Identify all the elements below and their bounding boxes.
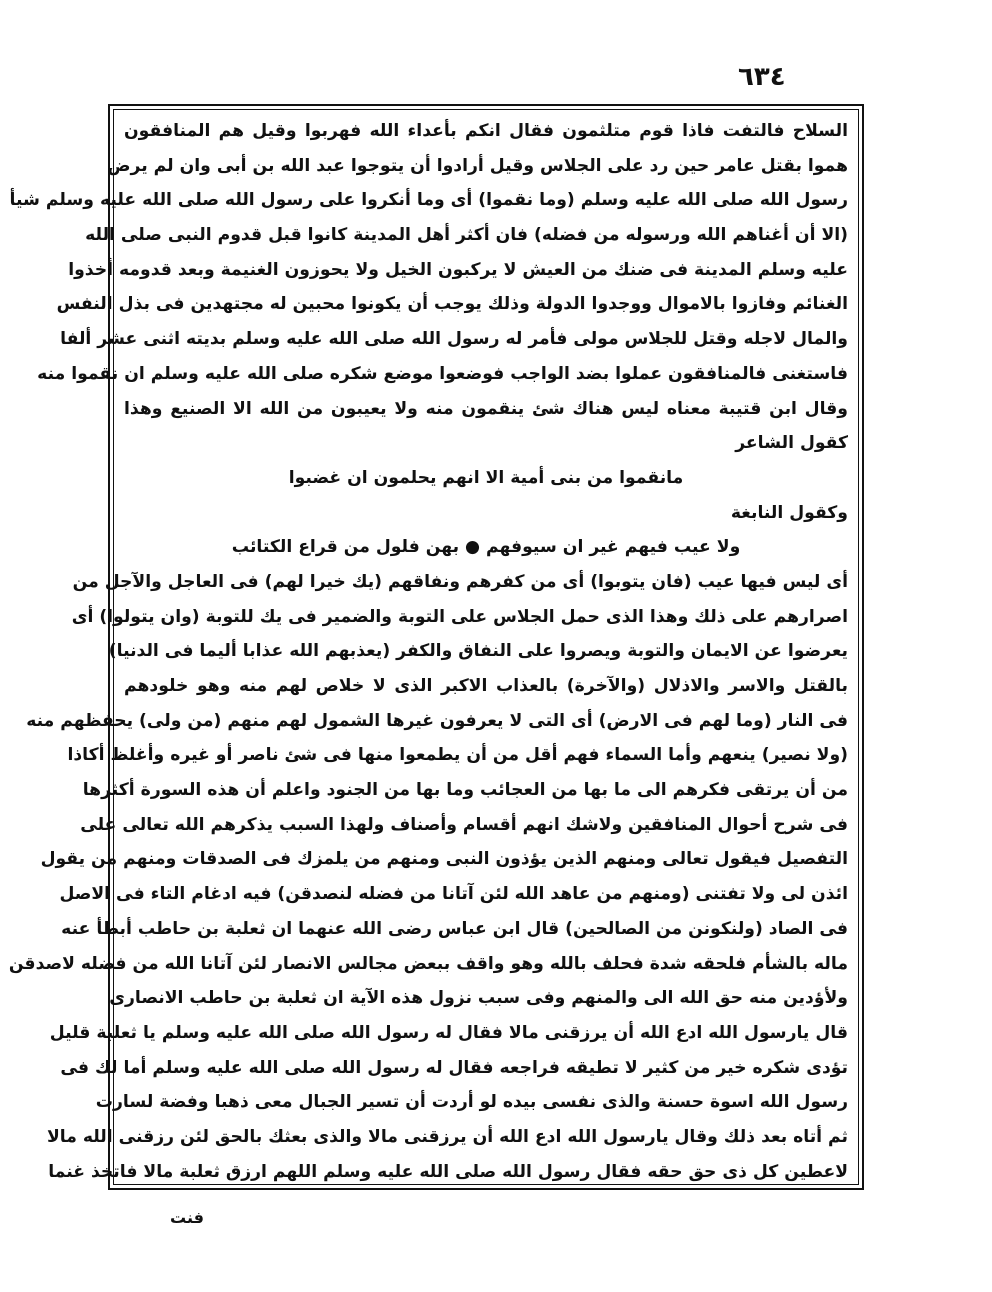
body-text xyxy=(8,114,848,1189)
text-line: هموا بقتل عامر حين رد على الجلاس وقيل أرادوا أن يتوجوا عبد الله بن أبى وان لم يرض xyxy=(107,155,848,176)
text-line: فى شرح أحوال المنافقين ولاشك انهم أقسام وأصناف ولهذا السبب يذكرهم الله تعالى على xyxy=(80,814,848,835)
text-line: كقول الشاعر xyxy=(735,433,848,454)
text-line: أى ليس فيها عيب (فان يتوبوا) أى من كفرهم ونفاقهم (يك خيرا لهم) فى العاجل والآجل من xyxy=(72,571,848,592)
text-line: فاستغنى فالمنافقون عملوا بضد الواجب فوضعوا موضع شكره صلى الله عليه وسلم ان نقموا منه xyxy=(37,363,848,384)
text-line: رسول الله اسوة حسنة والذى نفسى بيده لو أردت أن تسير الجبال معى ذهبا وفضة لسارت xyxy=(95,1092,848,1113)
text-line: التفصيل فيقول تعالى ومنهم الذين يؤذون النبى ومنهم من يلمزك فى الصدقات ومنهم من يقول xyxy=(40,849,848,870)
verse-line: مانقموا من بنى أمية الا انهم يحلمون ان غضبوا xyxy=(288,467,684,488)
text-line: وقال ابن قتيبة معناه ليس هناك شئ ينقمون منه ولا يعيبون من الله الا الصنيع وهذا xyxy=(124,398,848,419)
text-frame xyxy=(8,104,864,1190)
page-number: ٦٣٤ xyxy=(738,62,786,92)
text-line: (الا أن أغناهم الله ورسوله من فضله) فان أكثر أهل المدينة كانوا قبل قدوم النبى صلى الله xyxy=(85,225,848,246)
text-line: ثم أتاه بعد ذلك وقال يارسول الله ادع الله أن يرزقنى مالا والذى بعثك بالحق لئن رزقنى الله مالا xyxy=(46,1126,848,1147)
verse-line: ولا عيب فيهم غير ان سيوفهم ● بهن فلول من قراع الكتائب xyxy=(231,537,741,558)
text-line: اصرارهم على ذلك وهذا الذى حمل الجلاس على التوبة والضمير فى يك للتوبة (وان يتولوا) أى xyxy=(71,606,848,627)
text-line: فى الصاد (ولنكونن من الصالحين) قال ابن عباس رضى الله عنهما ان ثعلبة بن حاطب أبطأ عنه xyxy=(61,918,848,939)
text-line: عليه وسلم المدينة فى ضنك من العيش لا يركبون الخيل ولا يحوزون الغنيمة وبعد قدومه أخذوا xyxy=(68,259,848,280)
text-line: من أن يرتقى فكرهم الى ما بها من العجائب وما بها من الجنود واعلم أن هذه السورة أكثرها xyxy=(82,780,848,801)
catchword: فنت xyxy=(170,1208,204,1227)
text-line: بالقتل والاسر والاذلال (والآخرة) بالعذاب الاكبر الذى لا خلاص لهم منه وهو خلودهم xyxy=(124,676,848,696)
text-line: والمال لاجله وقتل للجلاس مولى فأمر له رسول الله صلى الله عليه وسلم بديته اثنى عشر ألفا xyxy=(60,329,848,350)
text-line: (ولا نصير) ينعهم وأما السماء فهم أقل من أن يطمعوا منها فى شئ ناصر أو غيره وأغلظ أكاذا xyxy=(67,745,848,766)
text-line: رسول الله صلى الله عليه وسلم (وما نقموا) أى وما أنكروا على رسول الله صلى الله عليه وسلم شيأ xyxy=(9,190,848,211)
text-line: ولأؤدين منه حق الله الى والمنهم وفى سبب نزول هذه الآية ان ثعلبة بن حاطب الانصارى xyxy=(109,988,848,1009)
text-line: فى النار (وما لهم فى الارض) أى التى لا يعرفون غيرها الشمول لهم منهم (من ولى) يحفظهم منه xyxy=(26,710,848,731)
text-line: ائذن لى ولا تفتنى (ومنهم من عاهد الله لئن آتانا من فضله لنصدقن) فيه ادغام التاء فى الاصل xyxy=(59,884,848,905)
text-line: وكقول النابغة xyxy=(730,502,848,523)
text-line: يعرضوا عن الايمان والتوبة ويصروا على النفاق والكفر (يعذبهم الله عذابا أليما فى الدنيا) xyxy=(108,641,848,662)
text-line: لاعطين كل ذى حق حقه فقال رسول الله صلى الله عليه وسلم اللهم ارزق ثعلبة مالا فاتخذ غنما xyxy=(48,1161,848,1182)
text-line: السلاح فالتفت فاذا قوم متلثمون فقال انكم بأعداء الله فهربوا وقيل هم المنافقون xyxy=(124,121,848,141)
text-line: قال يارسول الله ادع الله أن يرزقنى مالا فقال له رسول الله صلى الله عليه وسلم يا ثعلبة قليل xyxy=(49,1022,848,1043)
text-line: تؤدى شكره خير من كثير لا تطيقه فراجعه فقال له رسول الله صلى الله عليه وسلم أما لك فى xyxy=(60,1057,848,1078)
text-line: ماله بالشأم فلحقه شدة فحلف بالله وهو واقف ببعض مجالس الانصار لئن آتانا الله من فضله لاصدقن xyxy=(8,953,848,974)
text-line: الغنائم وفازوا بالاموال ووجدوا الدولة وذلك يوجب أن يكونوا محبين له مجتهدين فى بذل النفس xyxy=(56,294,848,315)
